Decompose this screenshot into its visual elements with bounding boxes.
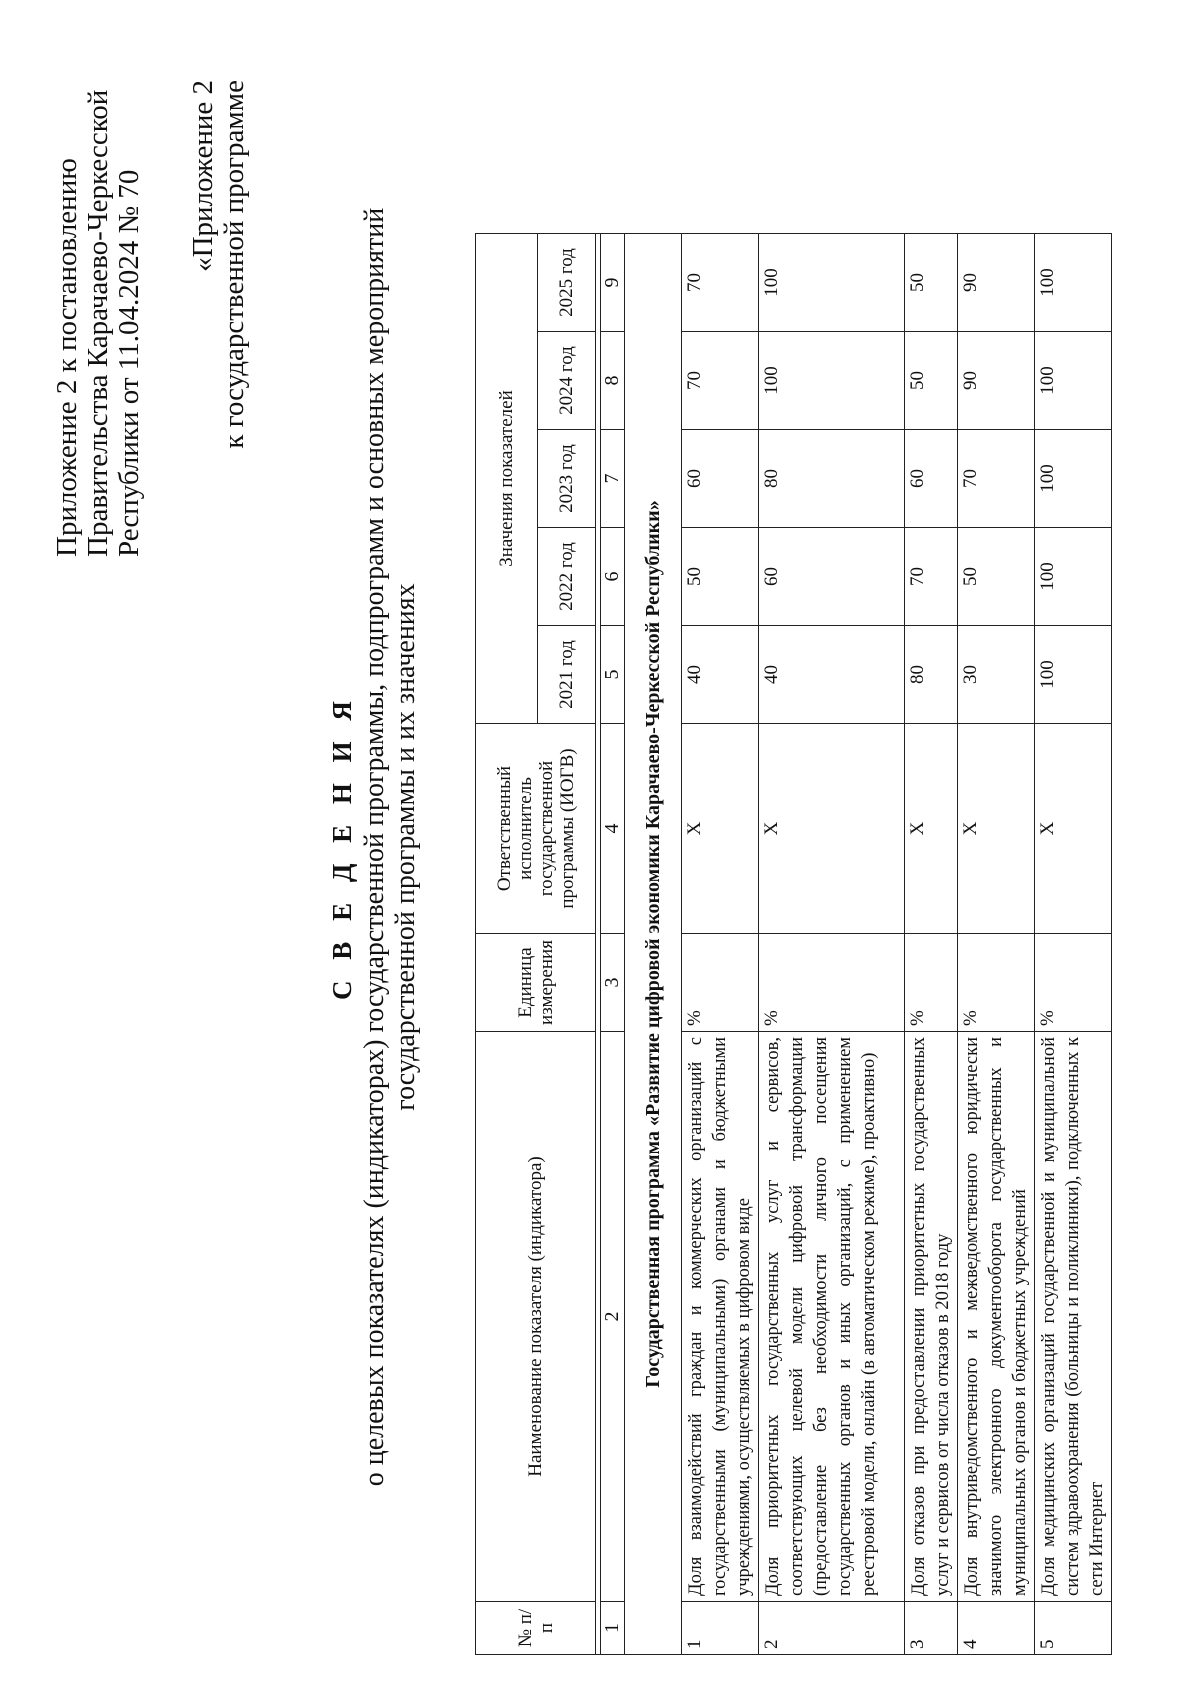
row-value-2021: 30 [958, 626, 1035, 724]
header-unit: Единица измерения [476, 934, 596, 1032]
row-value-2024: 90 [958, 332, 1035, 430]
row-indicator-name: Доля взаимодействий граждан и коммерческих организаций с государственными (муниципальными) органами и бюджетными учреждениями, осуществляемых в цифровом виде [682, 1032, 759, 1602]
row-value-2021: 100 [1035, 626, 1112, 724]
row-responsible: Х [759, 724, 905, 934]
row-num: 5 [1035, 1602, 1112, 1655]
col-number: 7 [601, 430, 625, 528]
table-row [905, 234, 958, 1655]
row-unit: % [1035, 934, 1112, 1032]
header-num: № п/п [476, 1602, 596, 1655]
row-value-2024: 50 [905, 332, 958, 430]
row-num: 1 [682, 1602, 759, 1655]
row-value-2024: 70 [682, 332, 759, 430]
row-responsible: Х [682, 724, 759, 934]
table-row [682, 234, 759, 1655]
annex-reference [188, 80, 250, 449]
table-row [1035, 234, 1112, 1655]
header-name: Наименование показателя (индикатора) [476, 1032, 596, 1602]
row-unit: % [958, 934, 1035, 1032]
row-value-2025: 70 [682, 234, 759, 332]
col-number: 6 [601, 528, 625, 626]
row-responsible: Х [905, 724, 958, 934]
resolution-line-2: Правительства Карачаево-Черкесской [82, 89, 114, 557]
row-value-2023: 70 [958, 430, 1035, 528]
row-value-2021: 80 [905, 626, 958, 724]
col-number: 5 [601, 626, 625, 724]
row-value-2021: 40 [682, 626, 759, 724]
col-number: 1 [601, 1602, 625, 1655]
table-row [759, 234, 905, 1655]
annex-line-1: «Приложение 2 [187, 80, 219, 272]
row-value-2022: 60 [759, 528, 905, 626]
col-number: 4 [601, 724, 625, 934]
row-value-2023: 80 [759, 430, 905, 528]
row-indicator-name: Доля отказов при предоставлении приоритетных государственных услуг и сервисов от числа отказов в 2018 году [905, 1032, 958, 1602]
resolution-reference [52, 90, 145, 557]
header-year-2021: 2021 год [538, 626, 596, 724]
header-year-2022: 2022 год [538, 528, 596, 626]
row-value-2023: 100 [1035, 430, 1112, 528]
row-value-2024: 100 [1035, 332, 1112, 430]
row-unit: % [759, 934, 905, 1032]
section-row [625, 234, 682, 1655]
row-indicator-name: Доля медицинских организаций государственной и муниципальной систем здравоохранения (больницы и поликлиники), подключенных к сети Интернет [1035, 1032, 1112, 1602]
row-value-2023: 60 [682, 430, 759, 528]
resolution-line-1: Приложение 2 к постановлению [51, 158, 83, 557]
row-unit: % [682, 934, 759, 1032]
col-number: 2 [601, 1032, 625, 1602]
header-year-2024: 2024 год [538, 332, 596, 430]
document-subtitle-1: о целевых показателях (индикаторах) государственной программы, подпрограмм и основных мероприятий [359, 207, 390, 1487]
row-indicator-name: Доля внутриведомственного и межведомственного юридически значимого электронного документооборота государственных и муниципальных органов и бюджетных учреждений [958, 1032, 1035, 1602]
row-value-2021: 40 [759, 626, 905, 724]
row-value-2022: 50 [958, 528, 1035, 626]
col-number: 3 [601, 934, 625, 1032]
header-year-2025: 2025 год [538, 234, 596, 332]
header-responsible: Ответственный исполнитель государственной программы (ИОГВ) [476, 724, 596, 934]
row-value-2022: 70 [905, 528, 958, 626]
document-heading [325, 67, 421, 1627]
row-value-2023: 60 [905, 430, 958, 528]
col-number: 8 [601, 332, 625, 430]
row-responsible: Х [958, 724, 1035, 934]
row-value-2025: 50 [905, 234, 958, 332]
row-num: 4 [958, 1602, 1035, 1655]
table-row [958, 234, 1035, 1655]
document-subtitle-2: государственной программы и их значениях [390, 583, 421, 1111]
row-num: 2 [759, 1602, 905, 1655]
row-value-2025: 100 [759, 234, 905, 332]
annex-line-2: к государственной программе [218, 80, 250, 449]
row-num: 3 [905, 1602, 958, 1655]
resolution-line-3: Республики от 11.04.2024 № 70 [113, 169, 145, 557]
row-responsible: Х [1035, 724, 1112, 934]
indicators-table [475, 233, 1112, 1655]
row-value-2022: 100 [1035, 528, 1112, 626]
col-number: 9 [601, 234, 625, 332]
header-row-1 [476, 234, 538, 1655]
row-value-2024: 100 [759, 332, 905, 430]
header-year-2023: 2023 год [538, 430, 596, 528]
section-title: Государственная программа «Развитие цифровой экономики Карачаево-Черкесской Республики» [625, 234, 682, 1655]
row-unit: % [905, 934, 958, 1032]
column-number-row [601, 234, 625, 1655]
document-title: С В Е Д Е Н И Я [327, 694, 357, 1000]
row-indicator-name: Доля приоритетных государственных услуг и сервисов, соответствующих целевой модели цифровой трансформации (предоставление без необходимости личного посещения государственных органов и иных организаций, с применением реестровой модели, онлайн (в автоматическом режиме), проактивно) [759, 1032, 905, 1602]
row-value-2022: 50 [682, 528, 759, 626]
header-values: Значения показателей [476, 234, 538, 724]
row-value-2025: 100 [1035, 234, 1112, 332]
row-value-2025: 90 [958, 234, 1035, 332]
